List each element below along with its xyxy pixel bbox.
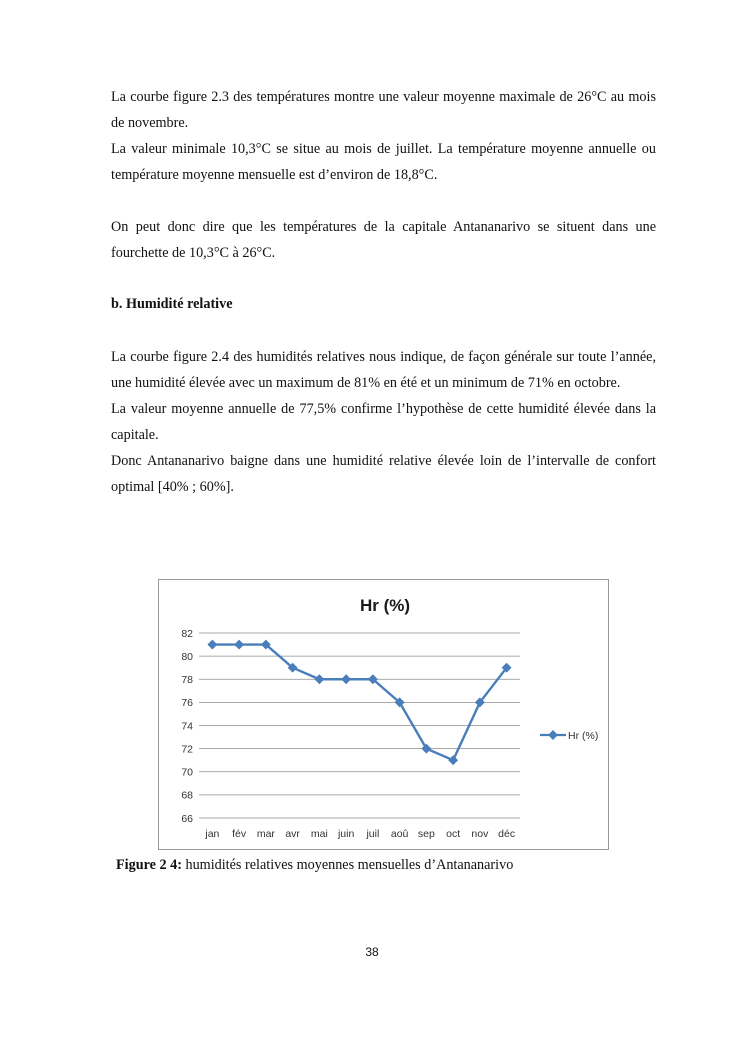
legend-label: Hr (%) <box>568 730 599 742</box>
x-tick-label: mai <box>310 828 328 840</box>
body-text-temperatures <box>111 84 656 188</box>
chart-title: Hr (%) <box>359 596 411 615</box>
y-tick-label: 72 <box>181 743 193 756</box>
y-tick-label: 74 <box>181 720 193 733</box>
caption-text: humidités relatives moyennes mensuelles d’Antananarivo <box>181 857 514 873</box>
chart-legend <box>540 730 598 742</box>
y-tick-label: 78 <box>181 674 193 687</box>
paragraph-comfort-interval: Donc Antananarivo baigne dans une humidité relative élevée loin de l’intervalle de confort optimal [40% ; 60%]. <box>111 453 656 495</box>
x-tick-label: aoû <box>390 828 409 840</box>
paragraph-humidity-curve: La courbe figure 2.4 des humidités relatives nous indique, de façon générale sur toute l’année, une humidité élevée avec un maximum de 81% en été et un minimum de 71% en octobre. <box>111 349 656 391</box>
y-tick-label: 76 <box>181 697 193 710</box>
chart-canvas <box>159 580 610 851</box>
x-tick-label: déc <box>498 828 516 840</box>
x-tick-label: jan <box>205 828 220 840</box>
data-point-marker <box>207 640 217 650</box>
y-tick-label: 66 <box>181 812 193 825</box>
data-point-marker <box>448 755 458 765</box>
paragraph-max-temperature: La courbe figure 2.3 des températures montre une valeur moyenne maximale de 26°C au mois de novembre. <box>111 89 656 131</box>
chart-y-axis <box>181 628 193 825</box>
x-tick-label: fév <box>232 828 247 840</box>
caption-label: Figure 2 4: <box>116 857 182 873</box>
body-text-range <box>111 214 656 266</box>
y-tick-label: 68 <box>181 789 193 802</box>
section-heading: b. Humidité relative <box>111 296 233 312</box>
data-point-marker <box>421 744 431 754</box>
x-tick-label: mar <box>256 828 275 840</box>
y-tick-label: 82 <box>181 627 193 640</box>
x-tick-label: nov <box>471 828 489 840</box>
chart-x-axis <box>204 828 515 840</box>
paragraph-annual-mean: La valeur moyenne annuelle de 77,5% confirme l’hypothèse de cette humidité élevée dans la capitale. <box>111 401 656 443</box>
page-number: 38 <box>365 945 379 959</box>
chart-gridlines <box>199 633 520 818</box>
x-tick-label: sep <box>417 828 435 840</box>
x-tick-label: juil <box>366 828 380 840</box>
y-tick-label: 70 <box>181 766 193 779</box>
x-tick-label: juin <box>337 828 355 840</box>
data-point-marker <box>314 674 324 684</box>
y-tick-label: 80 <box>181 650 193 663</box>
data-point-marker <box>234 640 244 650</box>
x-tick-label: avr <box>285 828 300 840</box>
legend-marker-icon <box>548 730 558 740</box>
figure-caption <box>116 857 513 874</box>
x-tick-label: oct <box>446 828 461 840</box>
data-point-marker <box>341 674 351 684</box>
paragraph-min-temperature: La valeur minimale 10,3°C se situe au mois de juillet. La température moyenne annuelle ou température moyenne mensuelle est d’environ de 18,8°C. <box>111 141 656 183</box>
humidity-chart <box>158 579 609 850</box>
body-text-humidity <box>111 344 656 500</box>
paragraph-temperature-range: On peut donc dire que les températures de la capitale Antananarivo se situent dans une fourchette de 10,3°C à 26°C. <box>111 219 656 261</box>
